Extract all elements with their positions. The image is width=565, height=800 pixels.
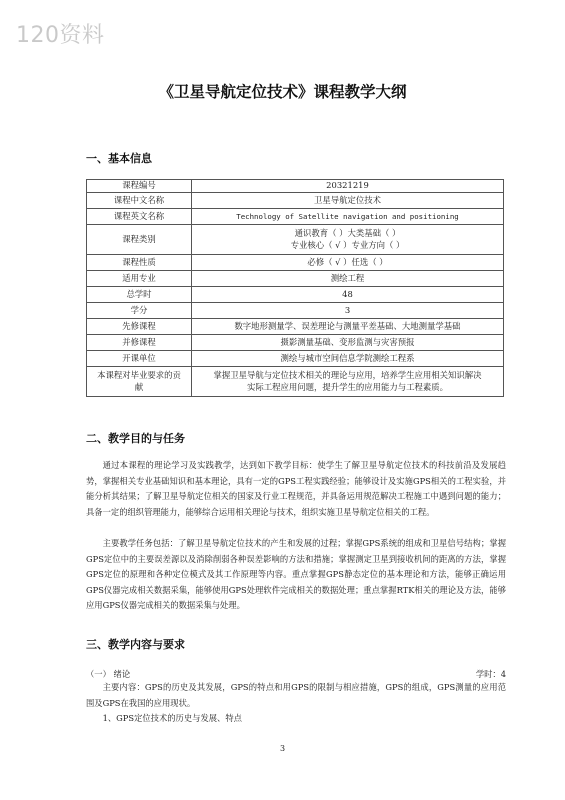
table-row xyxy=(87,367,504,397)
table-row xyxy=(87,193,504,209)
table-value-line: 通识教育（ ）大类基础（ ） xyxy=(294,228,401,238)
page-number: 3 xyxy=(279,744,286,753)
table-row xyxy=(87,319,504,335)
purpose-paragraph-2: 主要教学任务包括：了解卫星导航定位技术的产生和发展的过程；掌握GPS系统的组成和卫星信号结构；掌握GPS定位中的主要误差源以及消除削弱各种误差影响的方法和措施；掌握测定卫星到接收机间的距离的方法，掌握GPS定位的原理和各种定位模式及其工作原理等内容。重点掌握GPS静态定位的基本理论和方法，能够正确运用GPS仪器完成相关数据采集，能够使用GPS处理软件完成相关的数据处理；重点掌握RTK相关的理论及方法，能够应用GPS仪器完成相关的数据采集与处理。 xyxy=(86,538,506,610)
table-value: Technology of Satellite navigation and positioning xyxy=(192,209,504,225)
unit-1-header xyxy=(86,668,506,680)
table-label: 课程类别 xyxy=(87,225,192,255)
table-row xyxy=(87,335,504,351)
table-value: 48 xyxy=(192,287,504,303)
table-label: 课程英文名称 xyxy=(87,209,192,225)
table-label-line: 本课程对毕业要求的贡 xyxy=(97,370,181,380)
table-label-line: 献 xyxy=(134,381,144,392)
table-value: 3 xyxy=(192,303,504,319)
section-heading-purpose: 二、教学目的与任务 xyxy=(86,432,185,445)
table-label: 并修课程 xyxy=(87,335,192,351)
purpose-paragraph-1: 通过本课程的理论学习及实践教学，达到如下教学目标：使学生了解卫星导航定位技术的科技前沿及发展趋势，掌握相关专业基础知识和基本理论，具有一定的GPS工程实践经验；能够设计及实施GPS相关的工程实验，并能分析其结果；了解卫星导航定位相关的国家及行业工程规范，并具备运用规范解决工程施工中遇到问题的能力；具备一定的组织管理能力，能够综合运用相关理论与技术，组织实施卫星导航定位相关的工程。 xyxy=(86,460,506,517)
table-row xyxy=(87,180,504,193)
table-row xyxy=(87,225,504,255)
basic-info-table xyxy=(86,179,504,397)
table-label: 总学时 xyxy=(87,287,192,303)
table-value-line: 实际工程应用问题，提升学生的应用能力与工程素质。 xyxy=(247,381,448,392)
table-value: 摄影测量基础、变形监测与灾害预报 xyxy=(192,335,504,351)
table-value: 测绘与城市空间信息学院测绘工程系 xyxy=(192,351,504,367)
document-title: 《卫星导航定位技术》课程教学大纲 xyxy=(158,83,407,101)
table-label: 课程性质 xyxy=(87,255,192,271)
watermark: 120资料 xyxy=(16,23,105,48)
table-label xyxy=(87,367,192,397)
table-row xyxy=(87,271,504,287)
section-heading-basic-info: 一、基本信息 xyxy=(86,152,152,165)
table-row xyxy=(87,255,504,271)
table-value-line: 专业核心（ √ ）专业方向（ ） xyxy=(290,239,405,250)
table-label: 学分 xyxy=(87,303,192,319)
table-row xyxy=(87,303,504,319)
unit-1-title: （一） 绪论 xyxy=(86,669,131,679)
table-value: 卫星导航定位技术 xyxy=(192,193,504,209)
table-value xyxy=(192,367,504,397)
unit-1-main-content: 主要内容：GPS的历史及其发展，GPS的特点和用GPS的限制与相应措施，GPS的组成，GPS测量的应用范围及GPS在我国的应用现状。 xyxy=(86,682,506,708)
section-heading-content: 三、教学内容与要求 xyxy=(86,638,185,651)
table-value: 必修（ √ ）任选（ ） xyxy=(192,255,504,271)
table-row xyxy=(87,209,504,225)
table-row xyxy=(87,287,504,303)
table-value xyxy=(192,225,504,255)
unit-1-item-1: 1、GPS定位技术的历史与发展、特点 xyxy=(102,713,242,723)
table-row xyxy=(87,351,504,367)
table-label: 开课单位 xyxy=(87,351,192,367)
unit-1-hours: 学时：4 xyxy=(475,669,506,679)
table-value: 20321219 xyxy=(192,180,504,193)
table-label: 课程中文名称 xyxy=(87,193,192,209)
table-value: 数字地形测量学、误差理论与测量平差基础、大地测量学基础 xyxy=(192,319,504,335)
table-value-line: 掌握卫星导航与定位技术相关的理论与应用，培养学生应用相关知识解决 xyxy=(213,370,482,380)
table-label: 适用专业 xyxy=(87,271,192,287)
table-value: 测绘工程 xyxy=(192,271,504,287)
table-label: 先修课程 xyxy=(87,319,192,335)
table-label: 课程编号 xyxy=(87,180,192,193)
